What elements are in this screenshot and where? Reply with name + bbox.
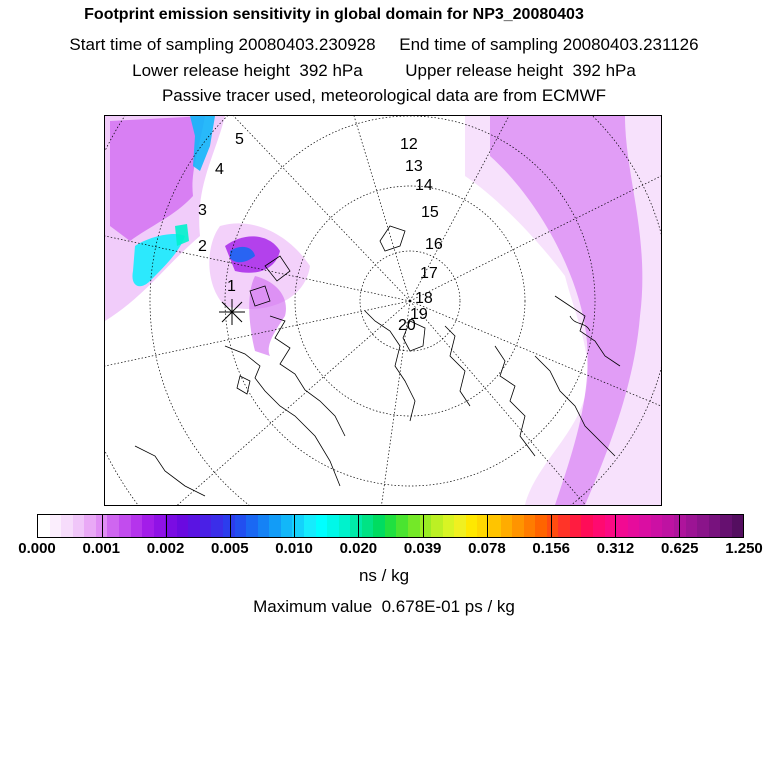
map-svg	[105, 116, 661, 505]
colorbar-tick-label: 0.156	[532, 540, 570, 557]
colorbar-cell	[466, 515, 478, 537]
colorbar-cell	[246, 515, 258, 537]
colorbar-tick-label: 0.625	[660, 540, 699, 557]
colorbar-cell	[408, 515, 420, 537]
colorbar-cell	[316, 515, 328, 537]
release-location-marker	[219, 299, 245, 325]
colorbar-tick	[294, 515, 295, 537]
colorbar-cell	[501, 515, 513, 537]
colorbar-cell	[662, 515, 674, 537]
colorbar-cell	[385, 515, 397, 537]
colorbar-tick	[423, 515, 424, 537]
colorbar-cell	[281, 515, 293, 537]
colorbar-tick	[230, 515, 231, 537]
colorbar-units: ns / kg	[358, 566, 410, 585]
colorbar-cell	[142, 515, 154, 537]
time-marker-label: 12	[400, 136, 418, 153]
colorbar-cell	[489, 515, 501, 537]
colorbar-cell	[697, 515, 709, 537]
colorbar-cell	[454, 515, 466, 537]
colorbar-tick-label: 0.020	[339, 540, 378, 557]
sampling-times	[0, 35, 768, 55]
sampling-start: Start time of sampling 20080403.230928	[69, 35, 376, 54]
colorbar-tick-label: 0.001	[82, 540, 121, 557]
colorbar-cell	[258, 515, 270, 537]
colorbar-cell	[570, 515, 582, 537]
colorbar-cell	[616, 515, 628, 537]
colorbar-cell	[223, 515, 235, 537]
colorbar-cell	[431, 515, 443, 537]
release-heights	[0, 61, 768, 81]
time-marker-label: 15	[421, 204, 439, 221]
colorbar-cell	[628, 515, 640, 537]
colorbar-cell	[61, 515, 73, 537]
colorbar-cell	[547, 515, 559, 537]
time-marker-label: 2	[198, 238, 207, 255]
colorbar-cell	[686, 515, 698, 537]
colorbar-tick	[615, 515, 616, 537]
colorbar-cell	[269, 515, 281, 537]
colorbar-cell	[396, 515, 408, 537]
colorbar	[37, 514, 744, 538]
colorbar-cell	[524, 515, 536, 537]
time-marker-label: 14	[415, 177, 433, 194]
colorbar-cell	[639, 515, 651, 537]
colorbar-cell	[732, 515, 744, 537]
colorbar-tick-label: 0.005	[211, 540, 249, 557]
colorbar-tick-label: 1.250	[725, 540, 763, 557]
time-marker-label: 18	[415, 290, 433, 307]
tracer-note: Passive tracer used, meteorological data are from ECMWF	[161, 86, 607, 105]
colorbar-cell	[119, 515, 131, 537]
colorbar-cell	[362, 515, 374, 537]
colorbar-cell	[339, 515, 351, 537]
release-upper: Upper release height 392 hPa	[405, 61, 636, 80]
colorbar-cell	[131, 515, 143, 537]
colorbar-cell	[651, 515, 663, 537]
colorbar-tick	[358, 515, 359, 537]
colorbar-tick	[487, 515, 488, 537]
time-marker-label: 20	[398, 317, 416, 334]
colorbar-cell	[73, 515, 85, 537]
colorbar-cell	[177, 515, 189, 537]
colorbar-cell	[107, 515, 119, 537]
colorbar-tick	[102, 515, 103, 537]
colorbar-cell	[154, 515, 166, 537]
time-marker-label: 4	[215, 161, 224, 178]
colorbar-tick-label: 0.078	[468, 540, 506, 557]
colorbar-cell	[535, 515, 547, 537]
chart-title: Footprint emission sensitivity in global domain for NP3_20080403	[84, 6, 584, 23]
colorbar-cell	[420, 515, 432, 537]
colorbar-cell	[373, 515, 385, 537]
colorbar-cell	[327, 515, 339, 537]
colorbar-cell	[512, 515, 524, 537]
coastlines	[135, 226, 620, 496]
time-marker-label: 1	[227, 278, 236, 295]
colorbar-cell	[304, 515, 316, 537]
time-marker-label: 19	[410, 306, 428, 323]
colorbar-cell	[593, 515, 605, 537]
colorbar-cell	[200, 515, 212, 537]
colorbar-tick-label: 0.039	[403, 540, 442, 557]
colorbar-tick-label: 0.010	[275, 540, 313, 557]
colorbar-tick-label: 0.312	[596, 540, 635, 557]
colorbar-tick	[679, 515, 680, 537]
sampling-end: End time of sampling 20080403.231126	[399, 35, 699, 54]
colorbar-cell	[709, 515, 721, 537]
time-marker-label: 3	[198, 202, 207, 219]
time-marker-label: 5	[235, 131, 244, 148]
colorbar-cell	[211, 515, 223, 537]
colorbar-cell	[188, 515, 200, 537]
maximum-value: Maximum value 0.678E-01 ps / kg	[253, 597, 515, 616]
colorbar-tick-label: 0.000	[18, 540, 56, 557]
time-marker-label: 17	[420, 265, 438, 282]
colorbar-tick-labels	[0, 540, 768, 560]
colorbar-cell	[84, 515, 96, 537]
time-marker-label: 16	[425, 236, 443, 253]
colorbar-cell	[38, 515, 50, 537]
colorbar-tick-label: 0.002	[146, 540, 185, 557]
colorbar-cell	[443, 515, 455, 537]
time-marker-label: 13	[405, 158, 423, 175]
colorbar-cell	[50, 515, 62, 537]
colorbar-cell	[235, 515, 247, 537]
footprint-plume	[105, 116, 661, 505]
polar-map	[104, 115, 662, 506]
colorbar-tick	[551, 515, 552, 537]
release-lower: Lower release height 392 hPa	[132, 61, 363, 80]
colorbar-cell	[581, 515, 593, 537]
colorbar-tick	[166, 515, 167, 537]
colorbar-cell	[720, 515, 732, 537]
colorbar-cell	[558, 515, 570, 537]
colorbar-cell	[350, 515, 362, 537]
